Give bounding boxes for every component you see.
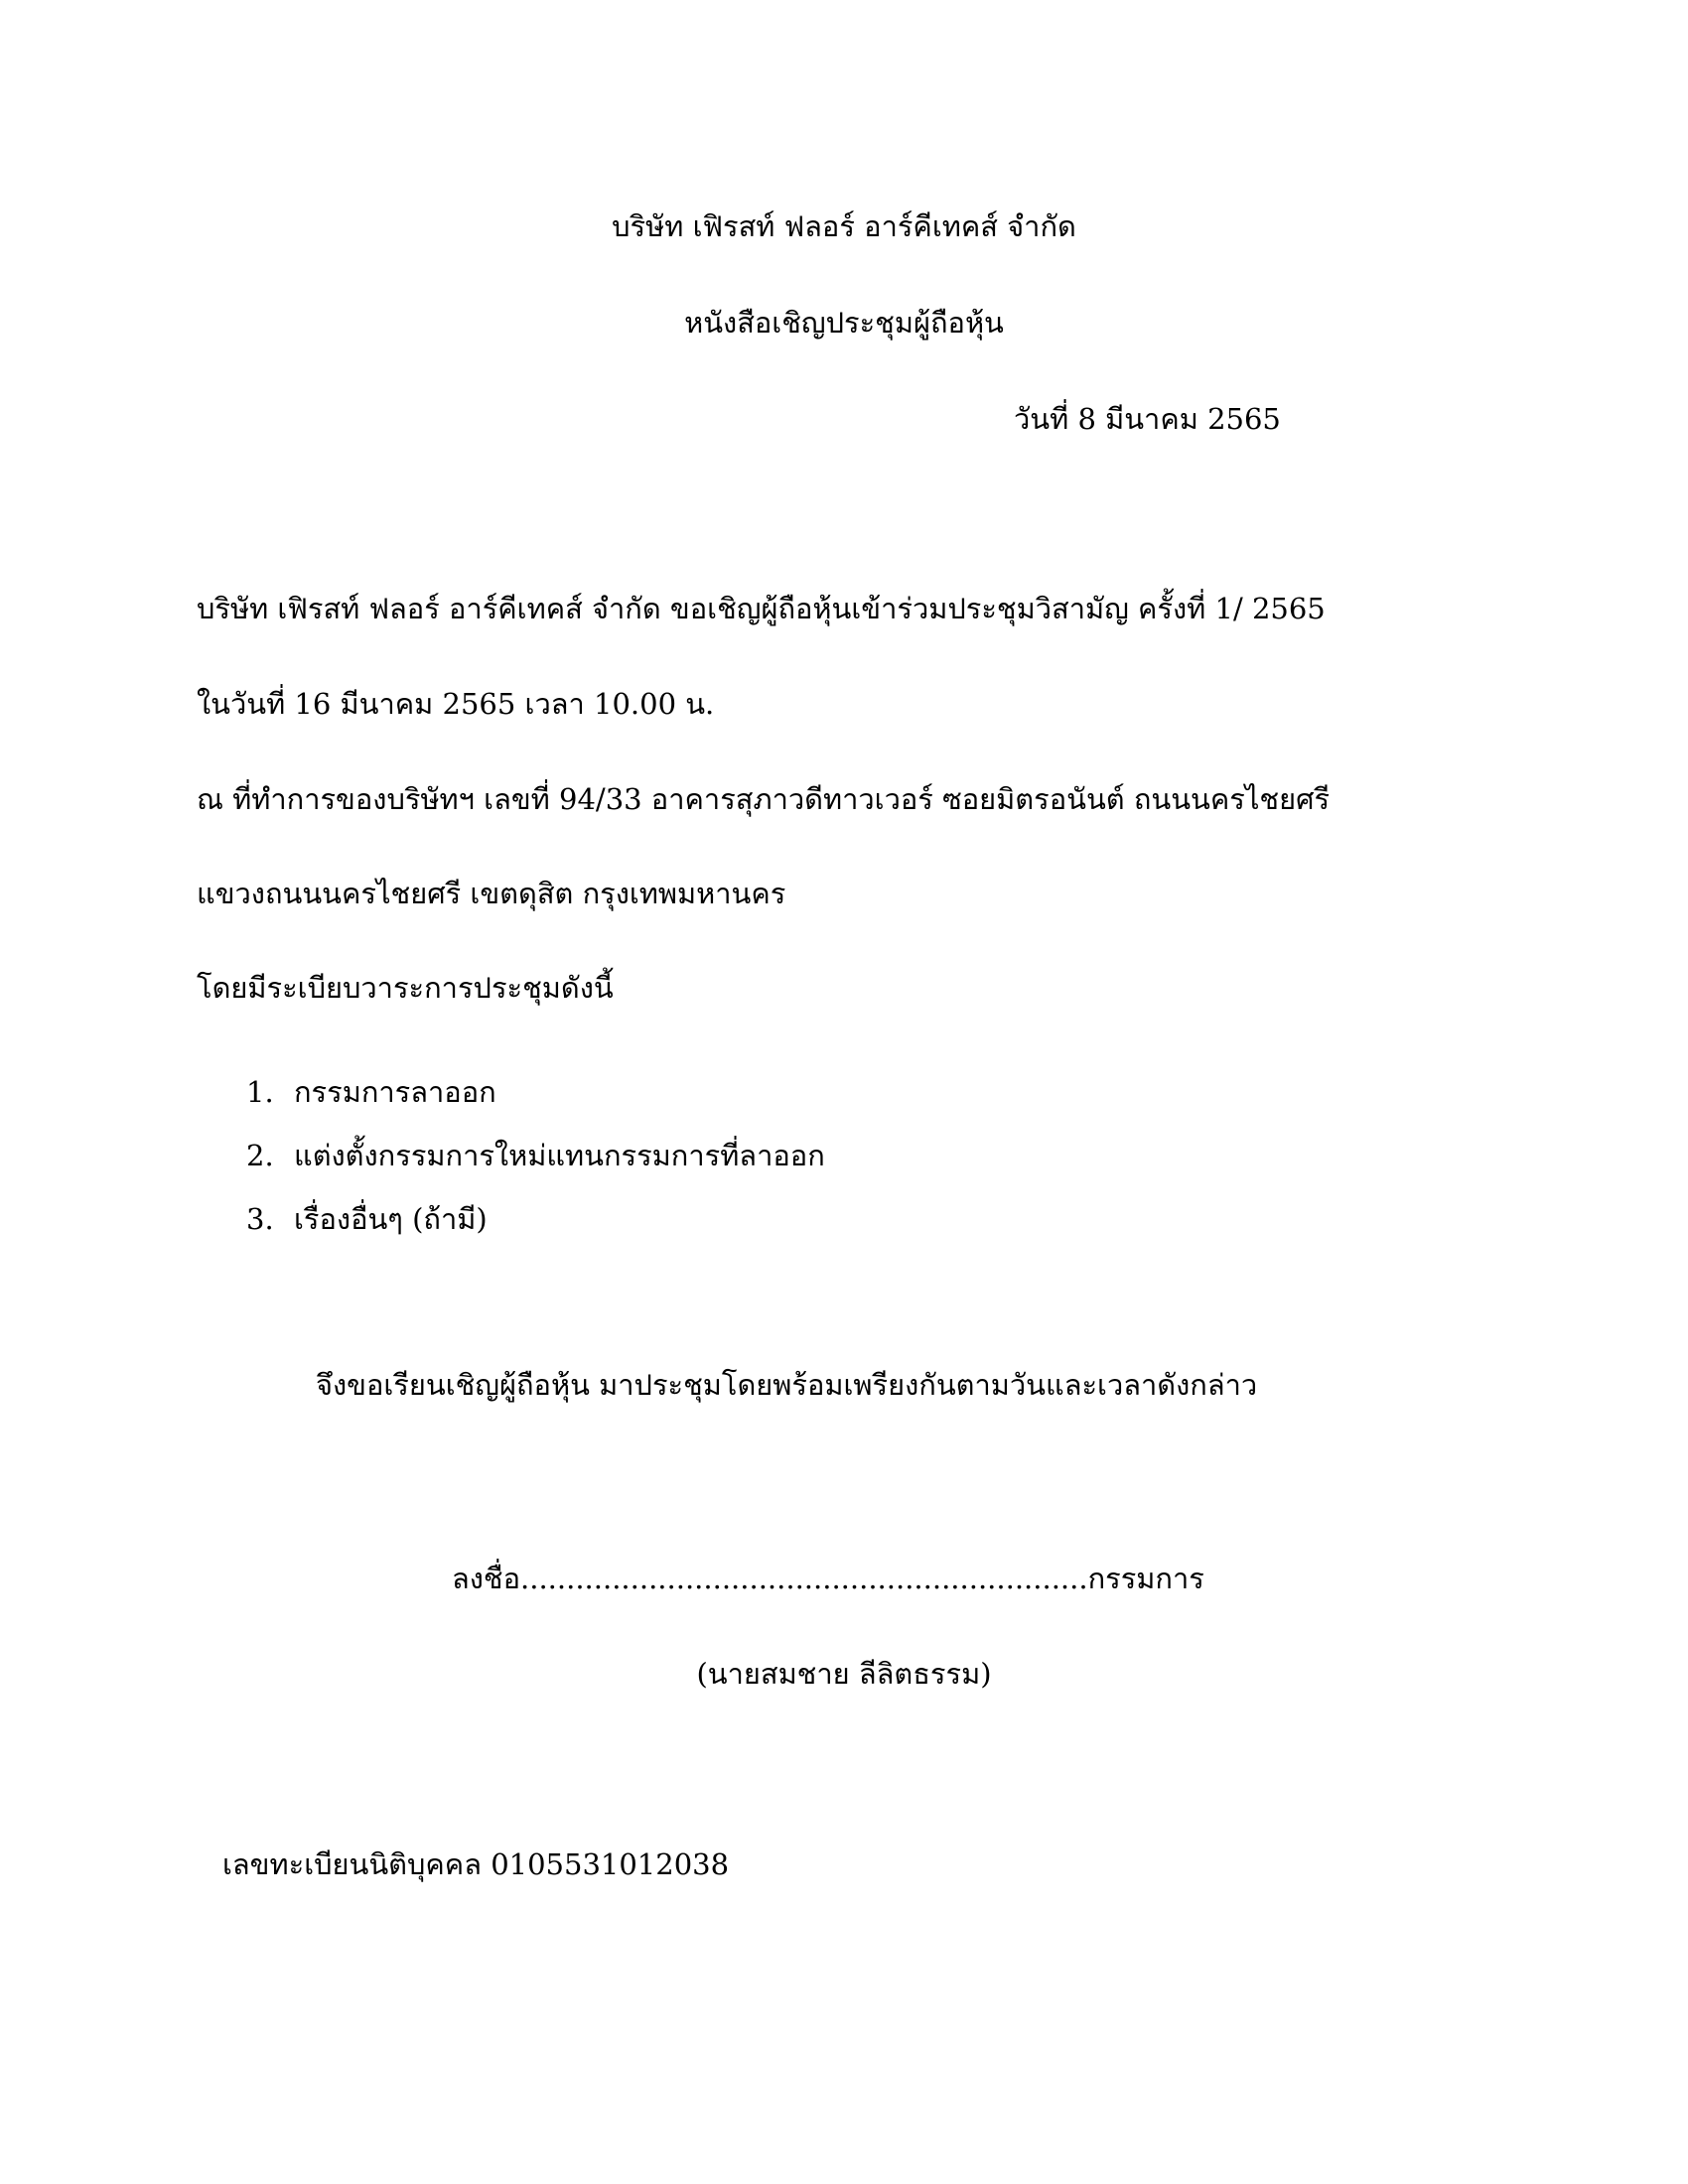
document-title: หนังสือเชิญประชุมผู้ถือหุ้น — [684, 306, 1004, 340]
company-name: บริษัท เฟิรสท์ ฟลอร์ อาร์คีเทคส์ จำกัด — [612, 209, 1076, 243]
signer-name: (นายสมชาย ลีลิตธรรม) — [696, 1657, 992, 1691]
body-paragraph-line-3: ณ ที่ทำการของบริษัทฯ เลขที่ 94/33 อาคารสุภาวดีทาวเวอร์ ซอยมิตรอนันต์ ถนนนครไชยศรี — [197, 782, 1331, 816]
registration-number: เลขทะเบียนนิติบุคคล 0105531012038 — [222, 1847, 730, 1881]
agenda-item-number: 3. — [246, 1202, 274, 1236]
agenda-item — [246, 1124, 825, 1187]
document-date: วันที่ 8 มีนาคม 2565 — [1014, 402, 1281, 436]
agenda-item-text: เรื่องอื่นๆ (ถ้ามี) — [294, 1202, 488, 1236]
agenda-intro: โดยมีระเบียบวาระการประชุมดังนี้ — [197, 971, 614, 1005]
agenda-item-number: 1. — [246, 1075, 274, 1109]
body-paragraph-line-2: ในวันที่ 16 มีนาคม 2565 เวลา 10.00 น. — [197, 687, 715, 721]
agenda-item — [246, 1060, 825, 1124]
body-paragraph-line-4: แขวงถนนนครไชยศรี เขตดุสิต กรุงเทพมหานคร — [197, 877, 786, 910]
signature-line: ลงชื่อ..............................................................กรรมการ — [452, 1562, 1204, 1595]
agenda-item — [246, 1187, 825, 1251]
body-paragraph-line-1: บริษัท เฟิรสท์ ฟลอร์ อาร์คีเทคส์ จำกัด ขอเชิญผู้ถือหุ้นเข้าร่วมประชุมวิสามัญ ครั้งที่ 1/ 2565 — [197, 592, 1326, 625]
agenda-item-text: กรรมการลาออก — [294, 1075, 496, 1109]
agenda-list — [246, 1060, 825, 1251]
agenda-item-text: แต่งตั้งกรรมการใหม่แทนกรรมการที่ลาออก — [294, 1139, 825, 1172]
closing-statement: จึงขอเรียนเชิญผู้ถือหุ้น มาประชุมโดยพร้อมเพรียงกันตามวันและเวลาดังกล่าว — [316, 1368, 1258, 1402]
agenda-item-number: 2. — [246, 1139, 274, 1172]
